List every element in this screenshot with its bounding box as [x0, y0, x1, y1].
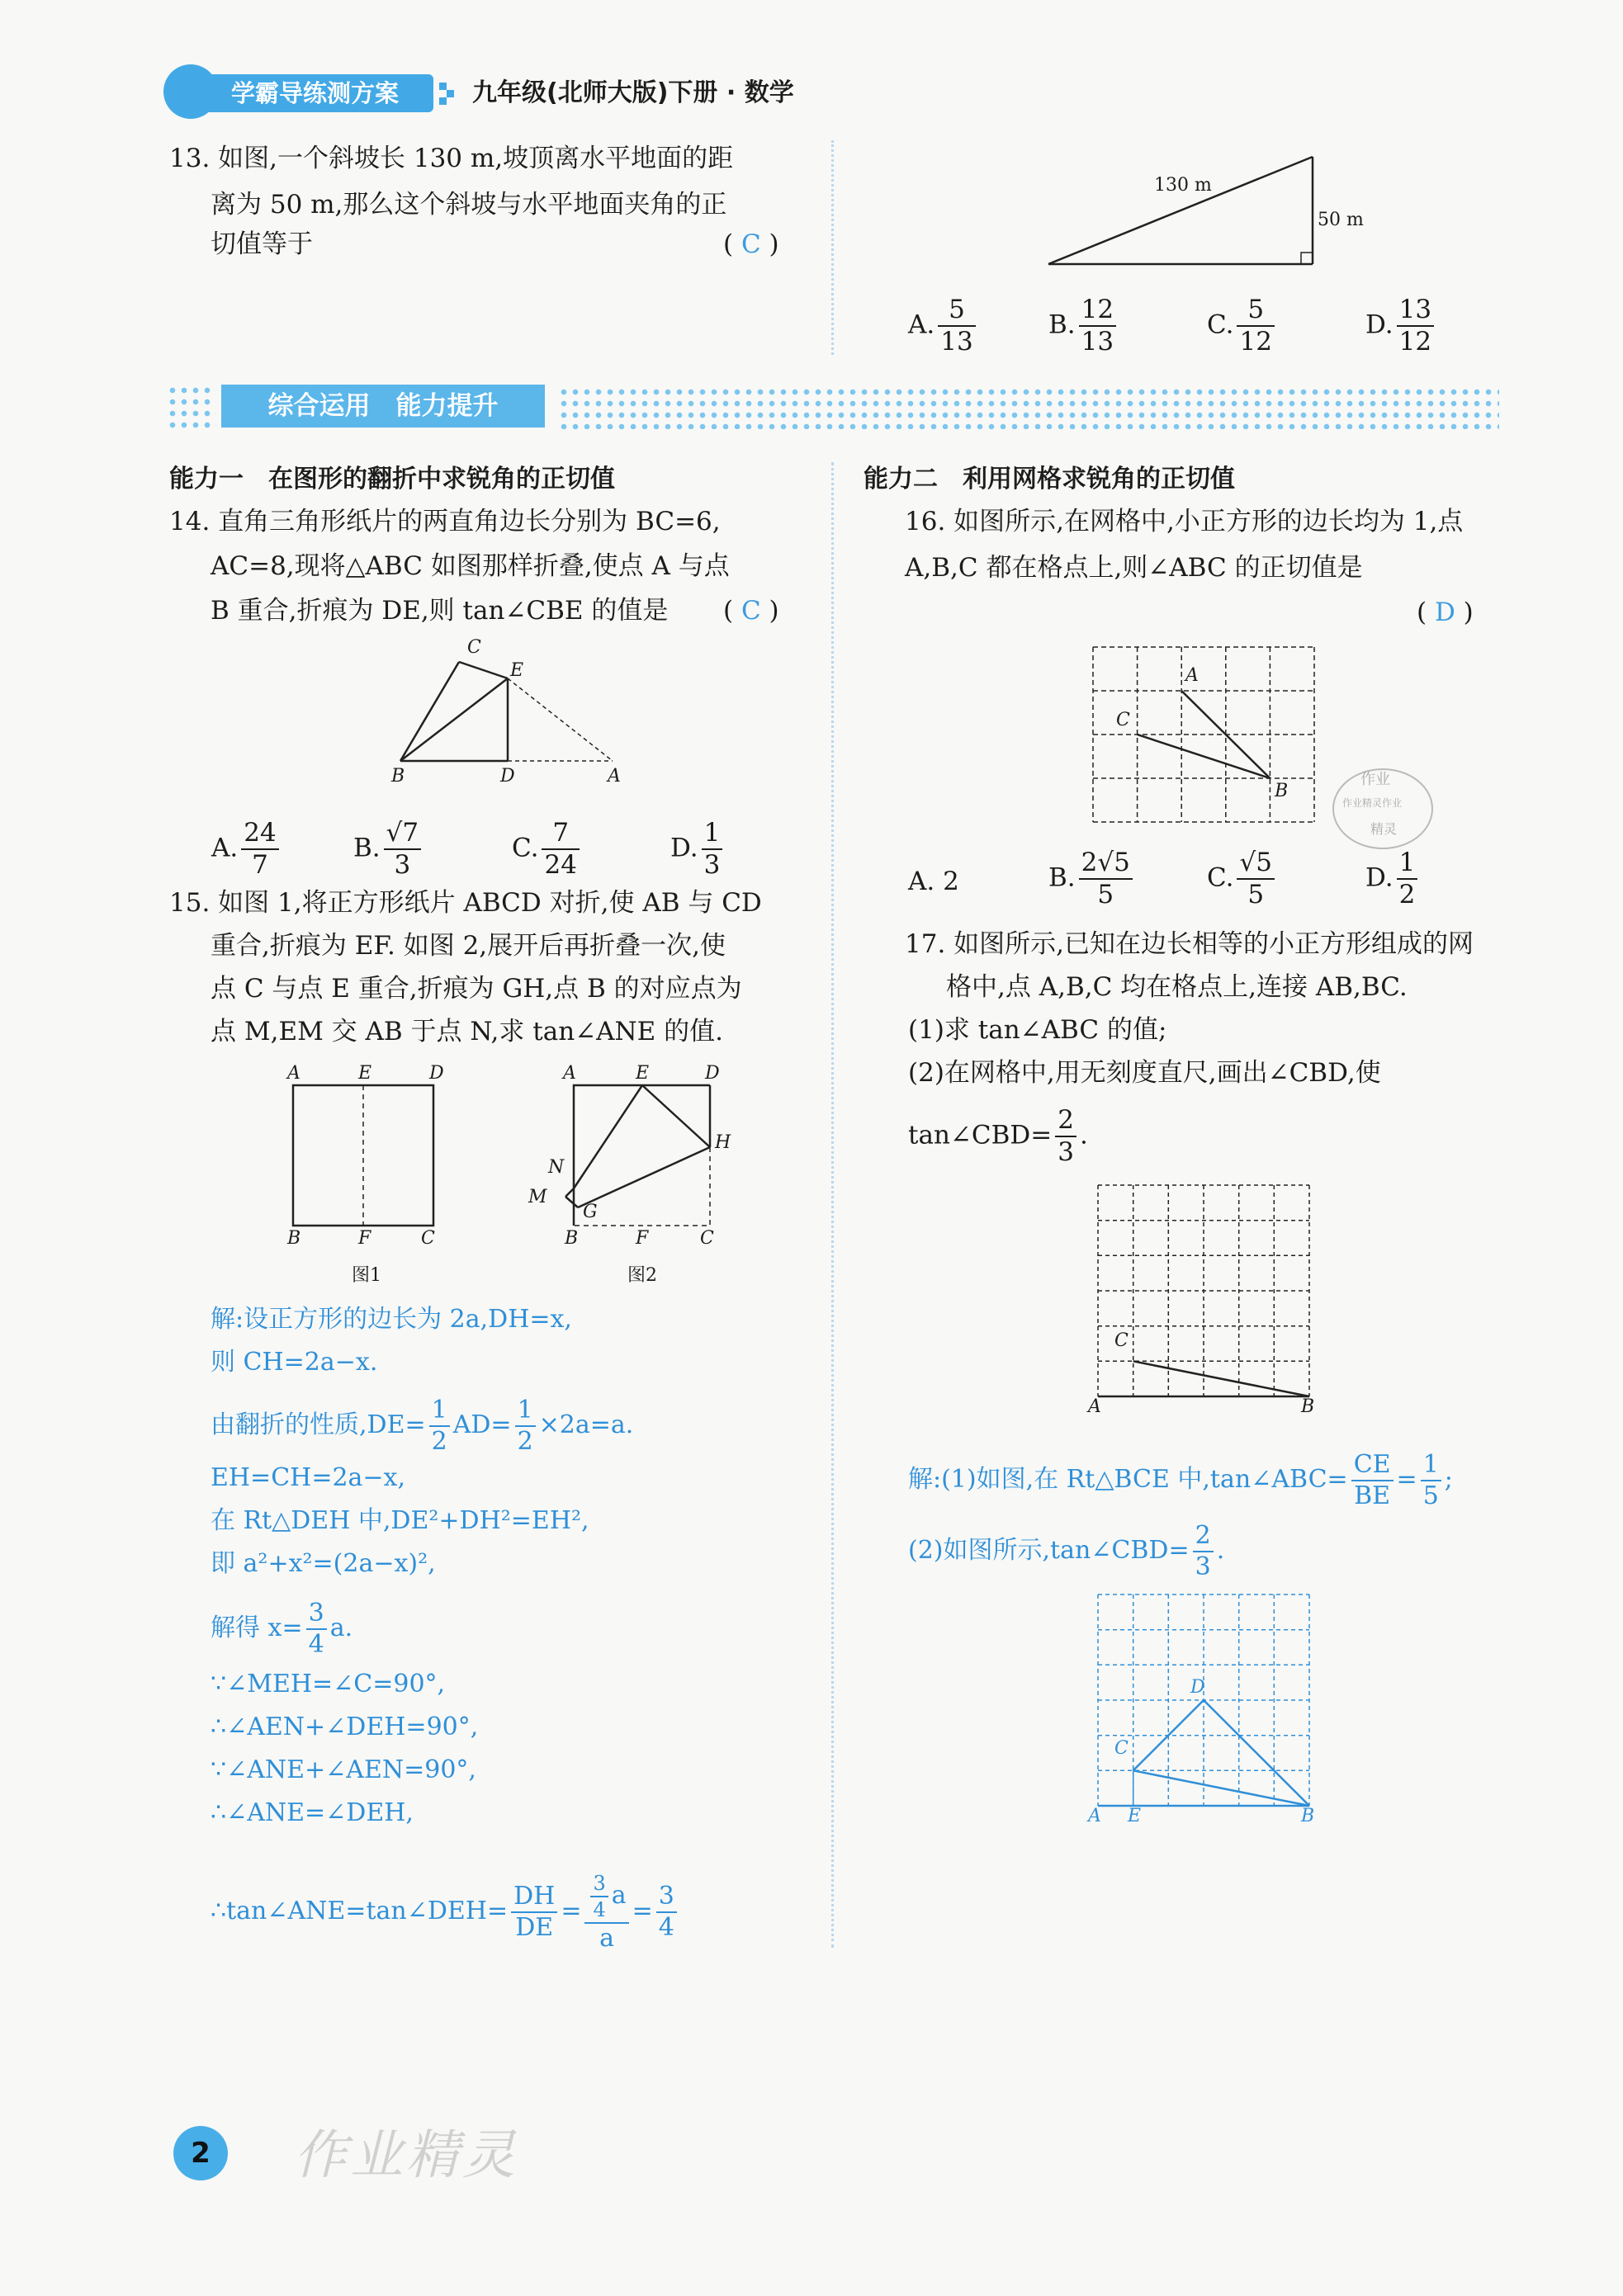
- q16-label-a: A: [1185, 665, 1199, 686]
- q15-sol-line7: 解得 x= $\frac{3}{4}$ a.: [211, 1599, 353, 1659]
- q14-label-a: A: [608, 766, 621, 787]
- q15-f2-c: C: [700, 1228, 714, 1249]
- q16-line2: A,B,C 都在格点上,则∠ABC 的正切值是: [905, 553, 1363, 583]
- q16-line1: 16. 如图所示,在网格中,小正方形的边长均为 1,点: [905, 507, 1464, 536]
- section-dots-right: [558, 386, 1499, 429]
- q14-option-b: B. $\frac{√7}{3}$: [353, 820, 424, 878]
- q17-label-b: B: [1301, 1396, 1315, 1417]
- q15-f2-n: N: [548, 1157, 565, 1178]
- q15-fig1-caption: 图1: [352, 1265, 381, 1286]
- q15-f1-d: D: [429, 1063, 444, 1084]
- q13-stem-line3: 切值等于: [211, 229, 313, 259]
- section-dots-left: [167, 385, 216, 431]
- q17-solution-grid-figure: [1095, 1591, 1313, 1809]
- q15-sol-line6: 即 a²+x²=(2a−x)²,: [211, 1549, 436, 1578]
- q15-f2-e: E: [636, 1063, 650, 1084]
- ability1-heading: 能力一 在图形的翻折中求锐角的正切值: [169, 465, 615, 494]
- q14-line1: 14. 直角三角形纸片的两直角边长分别为 BC=6,: [169, 507, 721, 536]
- stamp-text-top: 作业: [1360, 771, 1390, 788]
- q13-option-d: D. $\frac{13}{12}$: [1365, 297, 1437, 355]
- q15-line1: 15. 如图 1,将正方形纸片 ABCD 对折,使 AB 与 CD: [169, 888, 762, 918]
- book-title: 九年级(北师大版)下册 · 数学: [472, 78, 794, 107]
- q17-sol-label-e: E: [1128, 1806, 1142, 1826]
- page-number: 2: [173, 2126, 228, 2180]
- q15-f2-h: H: [715, 1132, 731, 1153]
- q17-sol-label-d: D: [1190, 1677, 1205, 1698]
- q17-line2: 格中,点 A,B,C 均在格点上,连接 AB,BC.: [946, 972, 1408, 1002]
- q15-line2: 重合,折痕为 EF. 如图 2,展开后再折叠一次,使: [211, 931, 726, 961]
- q15-fig2-caption: 图2: [627, 1265, 657, 1286]
- stamp-text-mid: 作业精灵作业: [1342, 797, 1403, 809]
- q13-answer: ( C ): [723, 229, 779, 259]
- q15-f1-f: F: [358, 1228, 371, 1249]
- q15-f1-b: B: [287, 1228, 301, 1249]
- q17-sol1: 解:(1)如图,在 Rt△BCE 中,tan∠ABC= $\frac{CE}{BE}$ = $\frac{1}{5}$ ;: [908, 1450, 1453, 1510]
- q14-line2: AC=8,现将△ABC 如图那样折叠,使点 A 与点: [211, 551, 730, 581]
- q15-f2-b: B: [565, 1228, 579, 1249]
- q15-f2-g: G: [583, 1202, 598, 1222]
- q16-option-d: D. $\frac{1}{2}$: [1365, 850, 1421, 908]
- q13-answer-letter: C: [741, 229, 761, 259]
- q15-f2-m: M: [528, 1187, 547, 1207]
- q17-line1: 17. 如图所示,已知在边长相等的小正方形组成的网: [905, 929, 1474, 959]
- q15-sol-line4: EH=CH=2a−x,: [211, 1463, 406, 1492]
- q17-label-c: C: [1114, 1330, 1129, 1351]
- section-title: 综合运用 能力提升: [221, 385, 545, 428]
- q15-sol-line11: ∴∠ANE=∠DEH,: [211, 1798, 414, 1827]
- q15-f2-a: A: [563, 1063, 576, 1084]
- series-title: 学霸导练测方案: [198, 74, 433, 112]
- q16-answer: ( D ): [1417, 598, 1474, 627]
- q13-option-c: C. $\frac{5}{12}$: [1207, 297, 1278, 355]
- q13-stem-line1: 13. 如图,一个斜坡长 130 m,坡顶离水平地面的距: [169, 144, 734, 173]
- q15-line4: 点 M,EM 交 AB 于点 N,求 tan∠ANE 的值.: [211, 1017, 723, 1046]
- q14-option-d: D. $\frac{1}{3}$: [670, 820, 726, 878]
- q15-f1-a: A: [287, 1063, 300, 1084]
- column-divider-top: [831, 140, 834, 355]
- q16-label-b: B: [1275, 781, 1289, 801]
- q13-stem-line2: 离为 50 m,那么这个斜坡与水平地面夹角的正: [211, 190, 727, 220]
- q13-option-a: A. $\frac{5}{13}$: [908, 297, 979, 355]
- q15-sol-line3: 由翻折的性质,DE= $\frac{1}{2}$ AD= $\frac{1}{2}$ ×2a=a.: [211, 1396, 634, 1456]
- q15-line3: 点 C 与点 E 重合,折痕为 GH,点 B 的对应点为: [211, 974, 742, 1004]
- stamp-text-bot: 精灵: [1370, 821, 1398, 837]
- q15-f2-d: D: [705, 1063, 720, 1084]
- q17-line3: (1)求 tan∠ABC 的值;: [908, 1015, 1167, 1045]
- q15-sol-line12: ∴tan∠ANE=tan∠DEH= $\frac{DH}{DE}$ = $\frac{3}{4}$ a a = $\frac{3}{4}$: [211, 1873, 680, 1951]
- q14-label-d: D: [500, 766, 515, 787]
- q16-option-c: C. $\frac{√5}{5}$: [1207, 850, 1278, 908]
- q15-f2-f: F: [636, 1228, 649, 1249]
- q14-label-c: C: [467, 637, 481, 658]
- q15-f1-e: E: [358, 1063, 372, 1084]
- q17-sol2: (2)如图所示,tan∠CBD= $\frac{2}{3}$ .: [908, 1521, 1225, 1581]
- q14-answer: ( C ): [723, 596, 779, 626]
- q14-option-c: C. $\frac{7}{24}$: [512, 820, 583, 878]
- q14-label-e: E: [510, 660, 524, 681]
- q15-figure1: [289, 1081, 438, 1230]
- q17-line4: (2)在网格中,用无刻度直尺,画出∠CBD,使: [908, 1058, 1381, 1088]
- ability2-heading: 能力二 利用网格求锐角的正切值: [864, 465, 1235, 494]
- q13-hyp-label: 130 m: [1154, 175, 1212, 196]
- q17-label-a: A: [1088, 1396, 1101, 1417]
- q13-leg-label: 50 m: [1318, 210, 1364, 230]
- q14-option-a: A. $\frac{24}{7}$: [211, 820, 282, 878]
- q17-line5: tan∠CBD= $\frac{2}{3}$ .: [908, 1105, 1088, 1167]
- column-divider-bottom: [831, 462, 834, 1948]
- q15-sol-line5: 在 Rt△DEH 中,DE²+DH²=EH²,: [211, 1506, 589, 1535]
- q17-sol-label-a: A: [1088, 1806, 1101, 1826]
- q16-option-a: A. 2: [908, 867, 959, 896]
- q15-sol-line8: ∵∠MEH=∠C=90°,: [211, 1670, 446, 1698]
- header-separator-icon: [439, 79, 457, 107]
- q15-sol-line10: ∵∠ANE+∠AEN=90°,: [211, 1755, 476, 1784]
- q13-option-b: B. $\frac{12}{13}$: [1048, 297, 1119, 355]
- q17-sol-label-c: C: [1114, 1738, 1129, 1759]
- q15-sol-line1: 解:设正方形的边长为 2a,DH=x,: [211, 1305, 572, 1334]
- q14-label-b: B: [391, 766, 405, 787]
- q17-sol-label-b: B: [1301, 1806, 1315, 1826]
- q16-label-c: C: [1116, 710, 1130, 730]
- q15-f1-c: C: [421, 1228, 435, 1249]
- q15-sol-line9: ∴∠AEN+∠DEH=90°,: [211, 1713, 479, 1741]
- q16-option-b: B. $\frac{2√5}{5}$: [1048, 850, 1136, 908]
- q15-sol-line2: 则 CH=2a−x.: [211, 1348, 378, 1377]
- q14-line3: B 重合,折痕为 DE,则 tan∠CBE 的值是: [211, 596, 669, 626]
- watermark-text: 作业精灵: [294, 2125, 518, 2186]
- q17-grid-figure: [1095, 1182, 1313, 1400]
